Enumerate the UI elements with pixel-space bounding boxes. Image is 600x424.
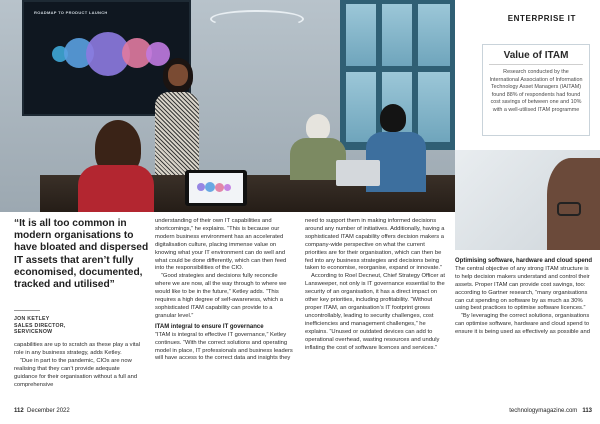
ceiling-lamp bbox=[210, 10, 304, 28]
office-meeting-photo bbox=[0, 0, 455, 212]
pull-quote: “It is all too common in modern organisations to have bloated and dispersed IT assets that aren’t fully economised, documented, tracked and utilised” bbox=[14, 218, 149, 291]
sidebar-body: Research conducted by the International Association of Information Technology Asset Managers (IAITAM) found 88% of respondents had found cost savings of between one and 10% with a well-utilised ITAM programme bbox=[489, 69, 583, 113]
paragraph: “ITAM is integral to effective IT governance,” Ketley continues. “With the correct solutions and operating model in place, IT professionals and business leaders will have access to the correct data and insights they bbox=[155, 331, 293, 362]
glasses-icon bbox=[557, 202, 581, 216]
folio-right bbox=[509, 408, 592, 414]
tablet-bubble bbox=[224, 184, 231, 191]
quote-divider bbox=[14, 310, 40, 311]
tablet-bubble bbox=[215, 183, 224, 192]
tablet-device bbox=[185, 170, 247, 206]
subheading: ITAM integral to ensure IT governance bbox=[155, 323, 264, 330]
page-number-left: 112 bbox=[14, 408, 24, 414]
article-column-1 bbox=[14, 342, 144, 389]
laptop bbox=[336, 160, 380, 186]
window-pane bbox=[418, 72, 450, 142]
folio-left bbox=[14, 408, 70, 414]
quote-attribution-name: JON KETLEY bbox=[14, 316, 50, 322]
sidebar-box bbox=[482, 44, 590, 136]
paragraph: capabilities are up to scratch as these play a vital role in any business strategy, adds Ketley. bbox=[14, 342, 140, 356]
paragraph: According to Roel Decneut, Chief Strategy Officer at Lansweeper, not only is IT governance essential to the security of an organisation, it has a direct impact on other key priorities, including profitability. “Without proper ITAM, an organisation’s IT footprint grows uncontrollably, leading to security challenges, cost inefficiencies and management challenges,” he explains. “Unused or outdated devices can add to operational overhead, wasting resources and unduly inflating the cost of software licences and services.” bbox=[305, 273, 445, 351]
paragraph: “Good strategies and decisions fully reconcile where we are now, all the way through to where we would like to be in the future,” Ketley adds. “This requires a high degree of self-awareness, which a sophisticated ITAM capability can provide to a granular level.” bbox=[155, 273, 287, 319]
article-column-3 bbox=[305, 218, 445, 352]
tablet-screen bbox=[189, 173, 243, 203]
site-url: technologymagazine.com bbox=[509, 408, 578, 414]
window-pane bbox=[346, 4, 376, 66]
quote-attribution-role: SALES DIRECTOR, SERVICENOW bbox=[14, 323, 66, 336]
sidebar-title: Value of ITAM bbox=[489, 50, 583, 65]
window-pane bbox=[346, 72, 376, 142]
seated-woman-body bbox=[78, 165, 154, 212]
paragraph: need to support them in making informed decisions around any number of initiatives. Additionally, having a sophisticated ITAM capability offers decision makers a company-wide perspective on what the current priorities are for their organisation, which can then be fed into any business strategies and decisions being taken to economise, reorganise, expand or innovate.” bbox=[305, 218, 445, 272]
section-label: ENTERPRISE IT bbox=[507, 14, 576, 23]
article-column-2 bbox=[155, 218, 295, 363]
article-column-4 bbox=[455, 258, 595, 337]
paragraph: The central objective of any strong ITAM structure is to help decision makers understand and control their assets. Proper ITAM can provide cost savings, too: according to Gartner research, “many organisations can cut spending on software by as much as 30% using best practices to optimise software licences.” bbox=[455, 265, 590, 312]
screen-heading: ROADMAP TO PRODUCT LAUNCH bbox=[34, 10, 108, 15]
window-pane bbox=[382, 4, 412, 66]
window-pane bbox=[418, 4, 450, 66]
paragraph: “Due in part to the pandemic, CIOs are now realising that they can’t provide adequate guidance for their organisation without a full and comprehensive bbox=[14, 357, 138, 388]
paragraph: understanding of their own IT capabilities and shortcomings,” he explains. “This is because our modern business environment has an accelerated digitalisation culture, placing immense value on knowing what your IT environment can do well and what could be done differently, which can then feed into the responsibilities of the CIO. bbox=[155, 218, 287, 272]
tablet-bubble bbox=[205, 182, 215, 192]
person-with-glasses-photo bbox=[455, 150, 600, 250]
presenter-face bbox=[168, 64, 188, 86]
page-number-right: 113 bbox=[582, 408, 592, 414]
tablet-bubble bbox=[197, 183, 205, 191]
man-hair bbox=[380, 104, 406, 132]
issue-date: December 2022 bbox=[27, 408, 70, 414]
paragraph: “By leveraging the correct solutions, organisations can optimise software, hardware and cloud spend to ensure it is being used as effectively as possible and bbox=[455, 313, 590, 336]
subheading: Optimising software, hardware and cloud spend bbox=[455, 258, 593, 264]
older-woman-hair bbox=[306, 114, 330, 140]
